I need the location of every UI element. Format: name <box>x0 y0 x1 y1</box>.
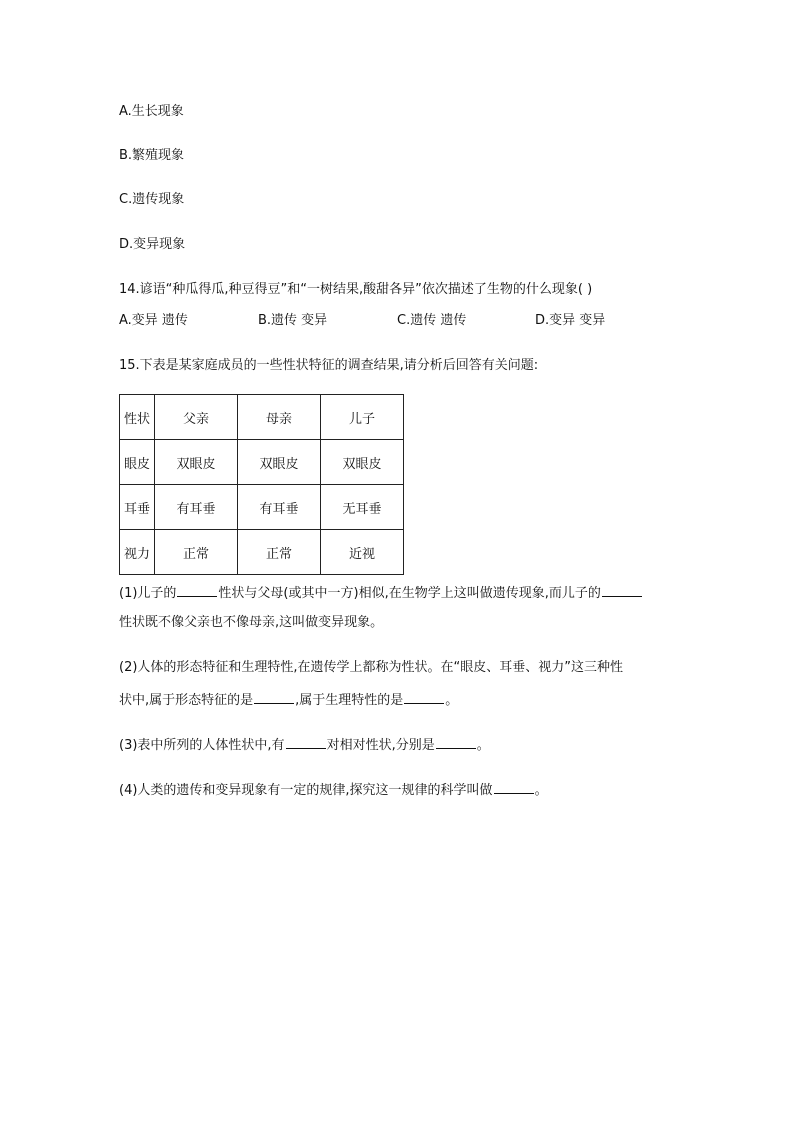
answer-blank[interactable] <box>404 690 444 704</box>
traits-table <box>119 394 404 575</box>
q15-sub3-text-c: 。 <box>476 738 490 753</box>
table-cell: 有耳垂 <box>238 485 321 530</box>
table-cell: 近视 <box>321 530 404 575</box>
q15-sub2-line2 <box>119 690 458 710</box>
answer-blank[interactable] <box>494 780 534 794</box>
answer-blank[interactable] <box>286 735 326 749</box>
q15-sub1-line2: 性状既不像父亲也不像母亲,这叫做变异现象。 <box>119 615 384 630</box>
table-header-cell: 母亲 <box>238 395 321 440</box>
q15-sub3-line <box>119 735 490 755</box>
q14-option-c: C.遗传 遗传 <box>397 313 467 328</box>
table-cell: 有耳垂 <box>155 485 238 530</box>
table-header-cell: 父亲 <box>155 395 238 440</box>
q15-sub2-text-c: 。 <box>445 693 459 708</box>
answer-blank[interactable] <box>436 735 476 749</box>
table-cell: 双眼皮 <box>238 440 321 485</box>
q15-sub2-text-a: 状中,属于形态特征的是 <box>119 693 254 708</box>
table-cell: 眼皮 <box>120 440 155 485</box>
table-header-row <box>120 395 404 440</box>
q14-stem: 14.谚语“种瓜得瓜,种豆得豆”和“一树结果,酸甜各异”依次描述了生物的什么现象( ) <box>119 282 593 297</box>
q13-option-b: B.繁殖现象 <box>119 148 185 163</box>
q14-options <box>119 312 679 330</box>
table-row <box>120 485 404 530</box>
q14-option-d: D.变异 变异 <box>535 313 606 328</box>
answer-blank[interactable] <box>177 583 217 597</box>
q14-option-a: A.变异 遗传 <box>119 313 188 328</box>
table-cell: 无耳垂 <box>321 485 404 530</box>
q15-sub1-text-a: (1)儿子的 <box>119 586 177 601</box>
q15-sub3-text-a: (3)表中所列的人体性状中,有 <box>119 738 285 753</box>
table-header-cell: 性状 <box>120 395 155 440</box>
q15-sub1-text-b: 性状与父母(或其中一方)相似,在生物学上这叫做遗传现象,而儿子的 <box>218 586 601 601</box>
table-row <box>120 530 404 575</box>
table-row <box>120 440 404 485</box>
table-cell: 正常 <box>155 530 238 575</box>
q15-sub4-line <box>119 780 548 800</box>
q15-sub4-text-b: 。 <box>534 783 548 798</box>
answer-blank[interactable] <box>602 583 642 597</box>
q13-option-a: A.生长现象 <box>119 104 184 119</box>
q14-option-b: B.遗传 变异 <box>258 313 328 328</box>
q15-sub3-text-b: 对相对性状,分别是 <box>326 738 435 753</box>
table-cell: 双眼皮 <box>321 440 404 485</box>
q15-sub2-text-b: ,属于生理特性的是 <box>295 693 404 708</box>
q15-sub4-text-a: (4)人类的遗传和变异现象有一定的规律,探究这一规律的科学叫做 <box>119 783 493 798</box>
table-header-cell: 儿子 <box>321 395 404 440</box>
table-cell: 正常 <box>238 530 321 575</box>
table-cell: 双眼皮 <box>155 440 238 485</box>
q13-option-c: C.遗传现象 <box>119 192 185 207</box>
answer-blank[interactable] <box>254 690 294 704</box>
table-cell: 视力 <box>120 530 155 575</box>
q13-option-d: D.变异现象 <box>119 237 186 252</box>
table-cell: 耳垂 <box>120 485 155 530</box>
q15-stem: 15.下表是某家庭成员的一些性状特征的调查结果,请分析后回答有关问题: <box>119 358 539 373</box>
q15-sub2-line1: (2)人体的形态特征和生理特性,在遗传学上都称为性状。在“眼皮、耳垂、视力”这三种性 <box>119 660 624 675</box>
q15-sub1-line1 <box>119 583 643 603</box>
